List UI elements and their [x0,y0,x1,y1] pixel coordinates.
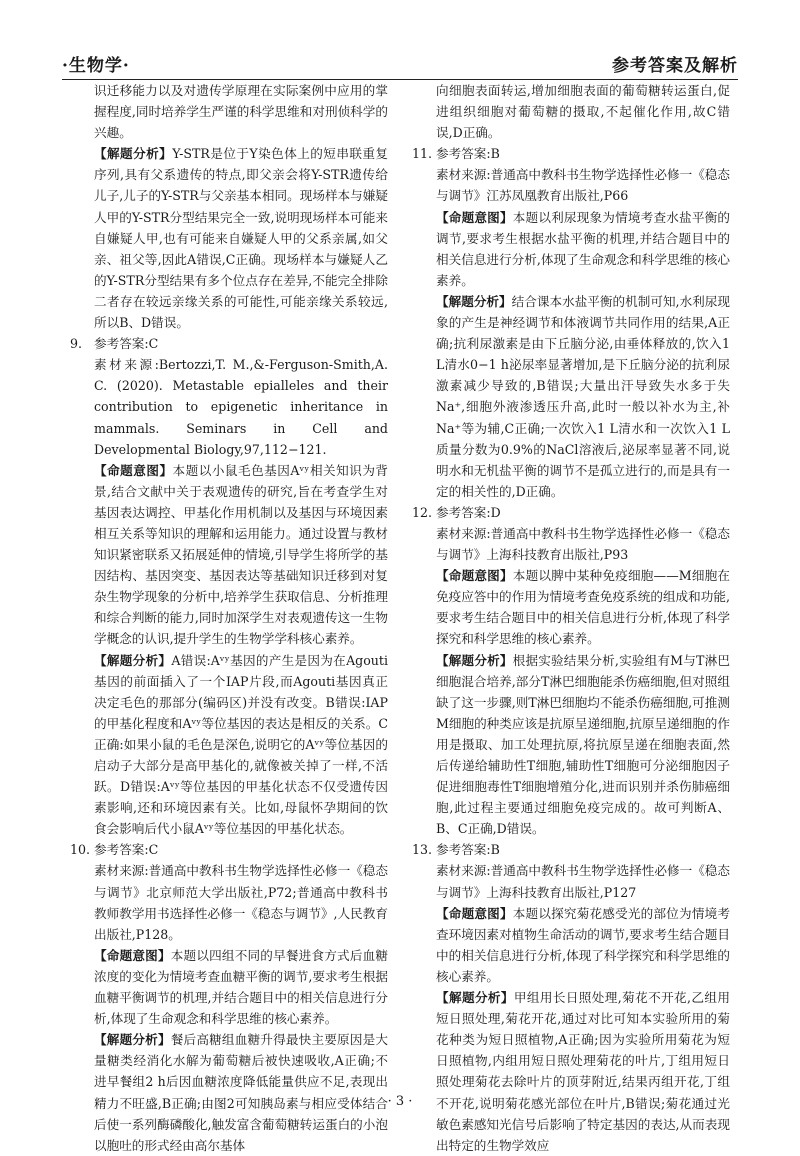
q10-analysis-tag: 【解题分析】 [94,1032,171,1048]
q10-source: 素材来源:普通高中教科书生物学选择性必修一《稳态与调节》北京师范大学出版社,P72;普通高中教科书教师教学用书选择性必修一《稳态与调节》,人民教育出版社,P128。 [94,863,388,942]
q9-analysis [70,650,388,840]
q12-analysis [412,650,730,840]
q10-continuation: 向细胞表面转运,增加细胞表面的葡萄糖转运蛋白,促进组织细胞对葡萄糖的摄取,不起催化作用,故C错误,D正确。 [436,83,730,141]
q10-header [70,839,388,860]
q11-intent [412,207,730,291]
q8-analysis-tag: 【解题分析】 [94,146,173,162]
q8-continuation: 识迁移能力以及对遗传学原理在实际案例中应用的掌握程度,同时培养学生严谨的科学思维和对刑侦科学的兴趣。 [94,83,388,141]
q9-number: 9. [70,336,83,352]
q13-analysis-tag: 【解题分析】 [436,990,514,1006]
page-header [62,50,738,80]
q12-header [412,502,730,523]
q10-number: 10. [70,842,91,858]
section-title: 参考答案及解析 [612,56,738,76]
q9-source: 素材来源:Bertozzi,T. M.,&-Ferguson-Smith,A. C. (2020). Metastable epialleles and their contribution to epigenetic inheritance in mammals. Seminars in Cell and Developmental Biology,97,112−121. [94,357,388,457]
q13-analysis [412,987,730,1156]
q10-intent [70,945,388,1029]
q12-source: 素材来源:普通高中教科书生物学选择性必修一《稳态与调节》上海科技教育出版社,P93 [436,525,730,563]
q9-analysis-text: A错误:Aᵛʸ基因的产生是因为在Agouti基因的前面插入了一个IAP片段,而Agouti基因真正决定毛色的那部分(编码区)并没有改变。B错误:IAP的甲基化程度和Aᵛʸ等位基因的表达是相反的关系。C正确:如果小鼠的毛色是深色,说明它的Aᵛʸ等位基因的启动子大部分是高甲基化的,就像被关掉了一样,不活跃。D错误:Aᵛʸ等位基因的甲基化状态不仅受遗传因素影响,还和环境因素有关。比如,母鼠怀孕期间的饮食会影响后代小鼠Aᵛʸ等位基因的甲基化状态。 [94,652,389,837]
q12-intent-tag: 【命题意图】 [436,568,513,584]
q9-answer: 参考答案:C [94,336,159,352]
left-column [70,80,388,1156]
q10-intent-tag: 【命题意图】 [94,947,171,963]
q8-analysis [70,143,388,333]
subject-label: ·生物学· [62,56,130,76]
q13-answer: 参考答案:B [436,842,500,858]
q9-header [70,333,388,354]
q10-answer: 参考答案:C [94,842,159,858]
q13-source: 素材来源:普通高中教科书生物学选择性必修一《稳态与调节》上海科技教育出版社,P127 [436,863,730,900]
q11-intent-tag: 【命题意图】 [436,209,513,225]
right-column [412,80,730,1156]
q12-answer: 参考答案:D [436,504,501,520]
q13-intent-tag: 【命题意图】 [436,905,513,921]
q11-analysis-tag: 【解题分析】 [436,293,512,309]
q13-intent-text: 本题以探究菊花感受光的部位为情境考查环境因素对植物生命活动的调节,要求考生结合题目中的相关信息进行分析,体现了科学探究和科学思维的核心素养。 [436,905,731,984]
q11-source: 素材来源:普通高中教科书生物学选择性必修一《稳态与调节》江苏凤凰教育出版社,P66 [436,167,730,204]
q11-answer: 参考答案:B [436,146,500,162]
q10-analysis [70,1029,388,1156]
q11-intent-text: 本题以利尿现象为情境考查水盐平衡的调节,要求考生根据水盐平衡的机理,并结合题目中的相关信息进行分析,体现了生命观念和科学思维的核心素养。 [436,209,731,288]
q10-intent-text: 本题以四组不同的早餐进食方式后血糖浓度的变化为情境考查血糖平衡的调节,要求考生根据血糖平衡调节的机理,并结合题目中的相关信息进行分析,体现了生命观念和科学思维的核心素养。 [94,947,389,1027]
q9-intent [70,460,388,650]
q13-number: 13. [412,842,433,858]
q13-analysis-text: 甲组用长日照处理,菊花不开花,乙组用短日照处理,菊花开花,通过对比可知本实验所用的菊花种类为短日照植物,A正确;因为实验所用菊花为短日照植物,内组用短日照处理菊花的叶片,丁组用短日照处理菊花去除叶片的顶芽附近,结果丙组开花,丁组不开花,说明菊花感光部位在叶片,B错误;菊花通过光敏色素感知光信号后影响了特定基因的表达,从而表现出特定的生物学效应 [436,990,730,1153]
q12-analysis-tag: 【解题分析】 [436,652,513,668]
q10-analysis-text: 餐后高糖组血糖升得最快主要原因是大量糖类经消化水解为葡萄糖后被快速吸收,A正确;不进早餐组2 h后因血糖浓度降低能量供应不足,表现出精力不旺盛,B正确;由图2可知胰岛素与相应受体结合后使一系列酶磷酸化,触发富含葡萄糖转运蛋白的小泡以胞吐的形式经由高尔基体 [94,1032,389,1153]
q12-intent [412,565,730,649]
q13-intent [412,903,730,987]
q11-number: 11. [412,146,433,162]
q13-header [412,839,730,860]
q8-analysis-text: Y-STR是位于Y染色体上的短串联重复序列,具有父系遗传的特点,即父亲会将Y-STR遗传给儿子,儿子的Y-STR与父亲基本相同。现场样本与嫌疑人甲的Y-STR分型结果完全一致,说明现场样本可能来自嫌疑人甲,也有可能来自嫌疑人甲的父系亲属,如父亲、祖父等,因此A错误,C正确。现场样本与嫌疑人乙的Y-STR分型结果有多个位点存在差异,不能完全排除二者存在较远亲缘关系的可能性,可能亲缘关系较远,所以B、D错误。 [94,146,389,331]
q11-analysis [412,291,730,502]
q12-intent-text: 本题以脾中某种免疫细胞——M细胞在免疫应答中的作用为情境考查免疫系统的组成和功能,要求考生结合题目中的相关信息进行分析,体现了科学探究和科学思维的核心素养。 [436,568,730,647]
q9-intent-tag: 【命题意图】 [94,462,173,478]
page-number: · 3 · [387,1094,413,1109]
q11-analysis-text: 结合课本水盐平衡的机制可知,水利尿现象的产生是神经调节和体液调节共同作用的结果,A正确;抗利尿激素是由下丘脑分泌,由垂体释放的,饮入1 L清水0−1 h泌尿率显著增加,是下丘脑分泌的抗利尿激素减少导致的,B错误;大量出汗导致失水多于失Na⁺,细胞外液渗透压升高,此时一般以补水为主,补Na⁺等为辅,C正确;一次饮入1 L清水和一次饮入1 L质量分数为0.9%的NaCl溶液后,泌尿率显著不同,说明水和无机盐平衡的调节不是孤立进行的,而是具有一定的相关性的,D正确。 [436,293,730,499]
q9-intent-text: 本题以小鼠毛色基因Aᵛʸ相关知识为背景,结合文献中关于表观遗传的研究,旨在考查学生对基因表达调控、甲基化作用机制以及基因与环境因素相互关系等知识的理解和运用能力。通过设置与教材知识紧密联系又拓展延伸的情境,引导学生将所学的基因结构、基因突变、基因表达等基础知识迁移到对复杂生物学现象的分析中,培养学生获取信息、分析推理和综合判断的能力,同时加深学生对表观遗传这一生物学概念的认识,提升学生的生物学学科核心素养。 [94,462,389,647]
q11-header [412,143,730,164]
q9-analysis-tag: 【解题分析】 [94,652,172,668]
q12-analysis-text: 根据实验结果分析,实验组有M与T淋巴细胞混合培养,部分T淋巴细胞能杀伤癌细胞,但对照组缺了这一步骤,则T淋巴细胞均不能杀伤癌细胞,可推测M细胞的种类应该是抗原呈递细胞,抗原呈递细胞的作用是摄取、加工处理抗原,将抗原呈递在细胞表面,然后传递给辅助性T细胞,辅助性T细胞可分泌细胞因子促进细胞毒性T细胞增殖分化,进而识别并杀伤肺癌细胞,此过程主要通过细胞免疫完成的。故可判断A、B、C正确,D错误。 [436,652,730,837]
q12-number: 12. [412,504,433,520]
